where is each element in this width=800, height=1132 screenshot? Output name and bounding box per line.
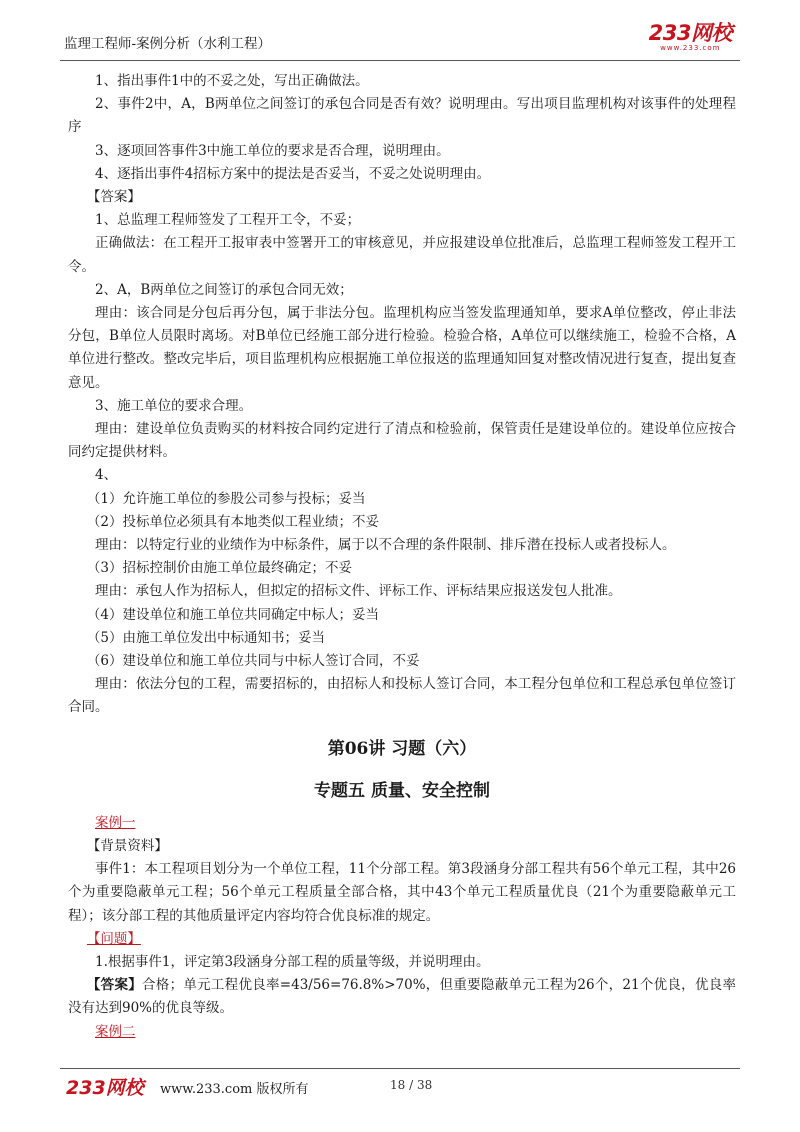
document-body [68,70,736,1044]
answer-4-list [68,488,736,720]
question-heading: 【问题】 [86,930,141,947]
answer-4-item: 理由：承包人作为招标人，但拟定的招标文件、评标工作、评标结果应报送发包人批准。 [95,583,622,600]
answer-3: 3、施工单位的要求合理。 [95,397,253,414]
answer-1: 1、总监理工程师签发了工程开工令，不妥； [95,212,361,229]
answer-4-item: （6）建设单位和施工单位共同与中标人签订合同，不妥 [86,653,420,670]
logo-subtext: www.233.com [660,44,721,52]
answer-4-item: 理由：以特定行业的业绩作为中标条件，属于以不合理的条件限制、排斥潜在投标人或者投标人。 [95,537,676,554]
footer-logo: 233网校 [66,1077,144,1099]
brand-logo [649,22,732,52]
background-heading: 【背景资料】 [86,837,168,854]
case-1-answer [68,974,736,1020]
answer-4-item: 理由：依法分包的工程，需要招标的，由招标人和投标人签订合同，本工程分包单位和工程总承包单位签订合同。 [68,676,736,716]
logo-text: 233网校 [648,21,732,45]
case-2-label: 案例二 [95,1023,136,1040]
header-title: 监理工程师-案例分析（水利工程） [64,36,272,52]
page-number: 18 / 38 [390,1078,433,1092]
answer-4-item: （1）允许施工单位的参股公司参与投标；妥当 [86,490,366,507]
case-1-label: 案例一 [95,814,136,831]
answer-4-item: （5）由施工单位发出中标通知书；妥当 [86,629,325,646]
page-footer [60,1068,740,1099]
answer-1-correction: 正确做法：在工程开工报审表中签署开工的审核意见，并应报建设单位批准后，总监理工程师签发工程开工令。 [68,235,736,275]
question-4: 4、逐指出事件4招标方案中的提法是否妥当，不妥之处说明理由。 [95,165,491,182]
topic-title: 专题五 质量、安全控制 [314,780,490,801]
case-1-event-1: 事件1：本工程项目划分为一个单位工程，11个分部工程。第3段涵身分部工程共有56个单元工程，其中26个为重要隐蔽单元工程；56个单元工程质量全部合格，其中43个单元工程质量优良（21个为重要隐蔽单元工程）；该分部工程的其他质量评定内容均符合优良标准的规定。 [68,861,736,924]
question-1: 1、指出事件1中的不妥之处，写出正确做法。 [95,73,369,89]
answer-4-item: （3）招标控制价由施工单位最终确定；不妥 [86,560,352,577]
case-1-answer-text: 合格；单元工程优良率=43/56=76.8%>70%，但重要隐蔽单元工程为26个，21个优良，优良率没有达到90%的优良等级。 [68,977,737,1017]
footer-site: www.233.com 版权所有 [160,1082,309,1097]
question-3: 3、逐项回答事件3中施工单位的要求是否合理，说明理由。 [95,142,450,159]
answer-2-reason: 理由：该合同是分包后再分包，属于非法分包。监理机构应当签发监理通知单，要求A单位整改，停止非法分包，B单位人员限时离场。对B单位已经施工部分进行检验。检验合格，A单位可以继续施工，检验不合格，A单位进行整改。整改完毕后，项目监理机构应根据施工单位报送的监理通知回复对整改情况进行复查，提出复查意见。 [68,305,736,391]
answer-4: 4、 [95,467,118,484]
answer-4-item: （4）建设单位和施工单位共同确定中标人；妥当 [86,606,379,623]
case-1-question-1: 1.根据事件1，评定第3段涵身分部工程的质量等级，并说明理由。 [95,953,490,970]
question-2: 2、事件2中，A，B两单位之间签订的承包合同是否有效？说明理由。写出项目监理机构对该事件的处理程序 [68,96,736,136]
answer-label: 【答案】 [86,977,143,994]
lecture-title: 第06讲 习题（六） [327,738,477,759]
answer-heading: 【答案】 [86,189,141,206]
page-header [60,22,740,61]
answer-3-reason: 理由：建设单位负责购买的材料按合同约定进行了清点和检验前，保管责任是建设单位的。建设单位应按合同约定提供材料。 [68,421,736,461]
answer-2: 2、A，B两单位之间签订的承包合同无效； [95,281,353,298]
answer-4-item: （2）投标单位必须具有本地类似工程业绩；不妥 [86,513,379,530]
